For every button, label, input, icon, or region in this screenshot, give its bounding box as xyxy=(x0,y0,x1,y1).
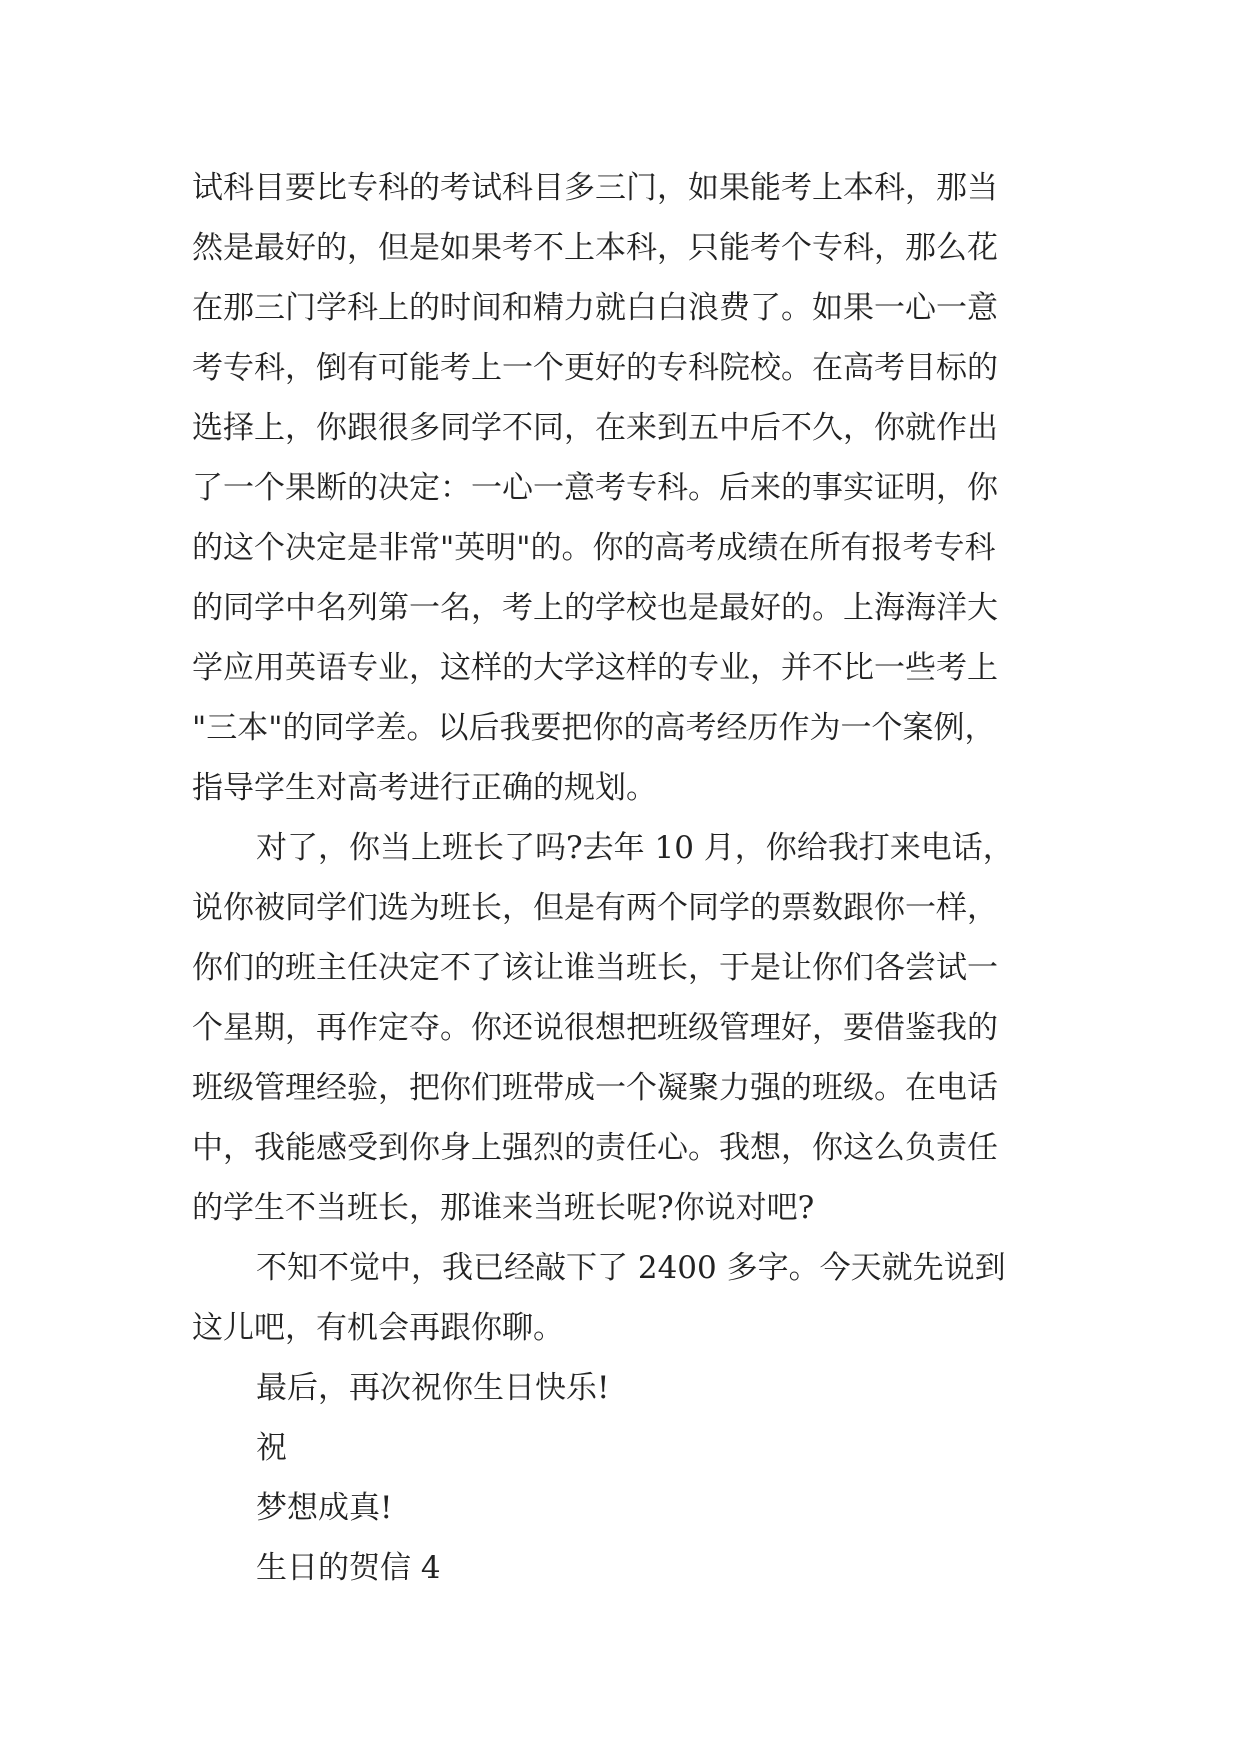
text-line: 试科目要比专科的考试科目多三门，如果能考上本科，那当 xyxy=(192,170,998,206)
text-line: 的学生不当班长，那谁来当班长呢?你说对吧? xyxy=(192,1190,815,1226)
text-line: 指导学生对高考进行正确的规划。 xyxy=(192,770,657,806)
paragraph-2 xyxy=(192,818,1072,1238)
text-line: 的同学中名列第一名，考上的学校也是最好的。上海海洋大 xyxy=(192,590,998,626)
text-line: 了一个果断的决定：一心一意考专科。后来的事实证明，你 xyxy=(192,470,998,506)
salutation: 祝 xyxy=(256,1430,287,1466)
text-line: 不知不觉中，我已经敲下了 2400 多字。今天就先说到 xyxy=(256,1250,1006,1286)
text-line: 说你被同学们选为班长，但是有两个同学的票数跟你一样， xyxy=(192,890,998,926)
text-line: 对了，你当上班长了吗?去年 10 月，你给我打来电话， xyxy=(256,830,1014,866)
paragraph-3 xyxy=(192,1238,1072,1358)
text-line: 考专科，倒有可能考上一个更好的专科院校。在高考目标的 xyxy=(192,350,998,386)
letter-body xyxy=(192,158,1072,1598)
section-heading: 生日的贺信 4 xyxy=(256,1550,441,1586)
text-line: 个星期，再作定夺。你还说很想把班级管理好，要借鉴我的 xyxy=(192,1010,998,1046)
text-line: 这儿吧，有机会再跟你聊。 xyxy=(192,1310,564,1346)
text-line: 选择上，你跟很多同学不同，在来到五中后不久，你就作出 xyxy=(192,410,998,446)
text-line: 学应用英语专业，这样的大学这样的专业，并不比一些考上 xyxy=(192,650,998,686)
text-line: 在那三门学科上的时间和精力就白白浪费了。如果一心一意 xyxy=(192,290,998,326)
closing-line: 最后，再次祝你生日快乐! xyxy=(256,1370,610,1406)
text-line: 中，我能感受到你身上强烈的责任心。我想，你这么负责任 xyxy=(192,1130,998,1166)
text-line: 然是最好的，但是如果考不上本科，只能考个专科，那么花 xyxy=(192,230,998,266)
text-line: 班级管理经验，把你们班带成一个凝聚力强的班级。在电话 xyxy=(192,1070,998,1106)
wish-line: 梦想成真! xyxy=(256,1490,393,1526)
paragraph-1 xyxy=(192,158,1072,818)
text-line: "三本"的同学差。以后我要把你的高考经历作为一个案例， xyxy=(192,710,996,746)
text-line: 的这个决定是非常"英明"的。你的高考成绩在所有报考专科 xyxy=(192,530,996,566)
text-line: 你们的班主任决定不了该让谁当班长，于是让你们各尝试一 xyxy=(192,950,998,986)
